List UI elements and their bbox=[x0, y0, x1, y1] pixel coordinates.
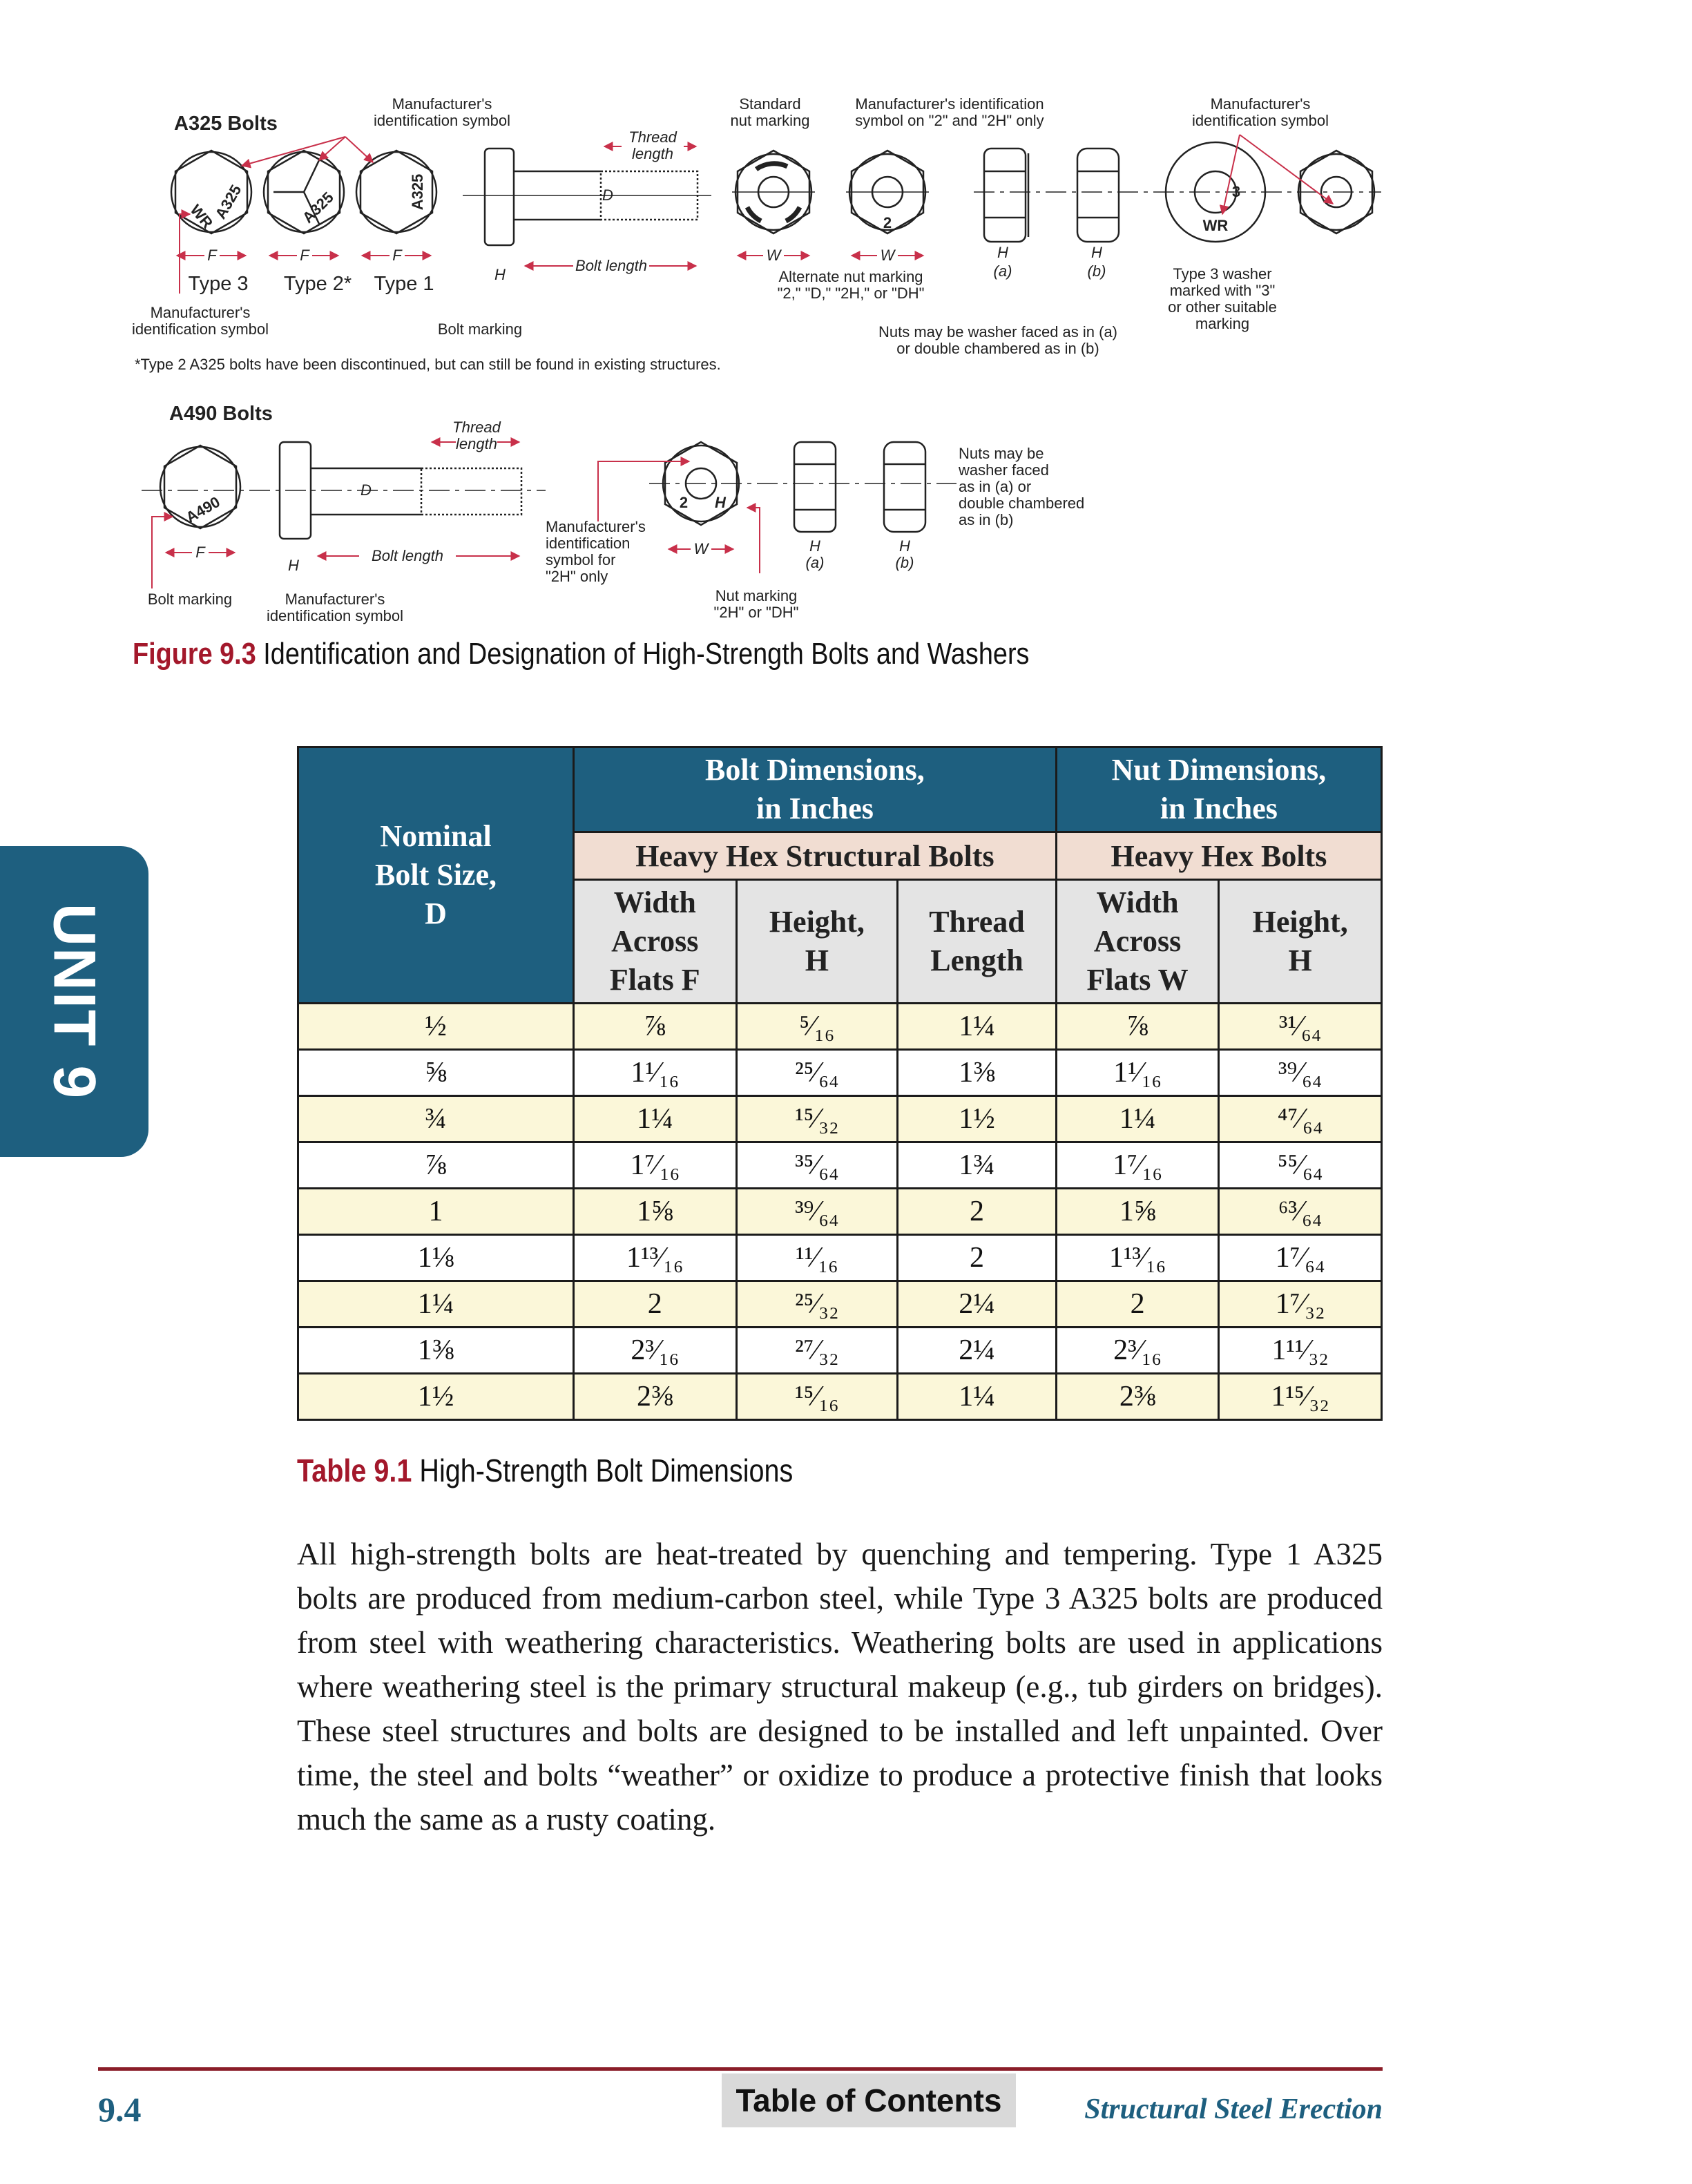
table-cell: ³¹⁄₆₄ bbox=[1219, 1004, 1382, 1050]
bolt-dimensions-table bbox=[297, 746, 1383, 1421]
dim-h: H bbox=[899, 537, 910, 555]
label-bolt-marking: Bolt marking bbox=[147, 591, 233, 608]
table-cell: 2³⁄₁₆ bbox=[1056, 1328, 1219, 1374]
table-cell: 2⅜ bbox=[574, 1374, 737, 1420]
table-cell: ⁵⁵⁄₆₄ bbox=[1219, 1142, 1382, 1189]
table-cell: 2⅜ bbox=[1056, 1374, 1219, 1420]
nut-mark-2: 2 bbox=[679, 494, 689, 511]
label-nuts-note: double chambered bbox=[959, 495, 1085, 512]
a490-title: A490 Bolts bbox=[169, 403, 273, 425]
dim-h: H bbox=[809, 537, 820, 555]
table-row bbox=[298, 1096, 1382, 1142]
label-mfr-symbol-bottom: Manufacturer's bbox=[150, 304, 251, 321]
label-bolt-length: Bolt length bbox=[575, 257, 647, 274]
washer-faced-nut-icon bbox=[984, 149, 1028, 242]
table-cell: ¾ bbox=[298, 1096, 574, 1142]
dim-d: D bbox=[360, 481, 372, 499]
table-row bbox=[298, 1189, 1382, 1235]
label-nut-b: (b) bbox=[1087, 262, 1106, 280]
type2-bolt-head-icon bbox=[264, 151, 344, 233]
a490-double-chambered-nut-icon bbox=[884, 442, 925, 532]
label-standard-nut: Standard bbox=[739, 95, 801, 113]
dim-f: F bbox=[392, 247, 402, 264]
table-cell: 1⅜ bbox=[898, 1050, 1057, 1096]
label-nuts-note: as in (a) or bbox=[959, 478, 1032, 495]
table-cell: ¹⁵⁄₁₆ bbox=[736, 1374, 898, 1420]
header-nominal-bolt-size: Nominal Bolt Size, D bbox=[298, 747, 574, 1004]
table-cell: ²⁵⁄₃₂ bbox=[736, 1281, 898, 1328]
table-cell: 1⅝ bbox=[1056, 1189, 1219, 1235]
dim-w: W bbox=[766, 247, 781, 264]
table-cell: ³⁹⁄₆₄ bbox=[736, 1189, 898, 1235]
label-mfr-symbol-bottom: identification symbol bbox=[131, 320, 269, 338]
label-type1: Type 1 bbox=[374, 273, 434, 295]
table-cell: 1⁷⁄₁₆ bbox=[574, 1142, 737, 1189]
dim-h: H bbox=[997, 244, 1008, 261]
table-cell: 2 bbox=[574, 1281, 737, 1328]
table-row bbox=[298, 1374, 1382, 1420]
table-cell: 2¼ bbox=[898, 1328, 1057, 1374]
table-cell: 1¼ bbox=[298, 1281, 574, 1328]
label-type3: Type 3 bbox=[188, 273, 249, 295]
label-nuts-note: as in (b) bbox=[959, 511, 1014, 528]
table-cell: ¹⁵⁄₃₂ bbox=[736, 1096, 898, 1142]
label-alternate-nut: "2," "D," "2H," or "DH" bbox=[777, 285, 925, 302]
label-nuts-note: Nuts may be bbox=[959, 445, 1044, 462]
table-row bbox=[298, 1235, 1382, 1281]
table-cell: 2 bbox=[1056, 1281, 1219, 1328]
table-cell: ⁶³⁄₆₄ bbox=[1219, 1189, 1382, 1235]
dim-f: F bbox=[300, 247, 309, 264]
label-thread-length: length bbox=[632, 145, 673, 162]
table-cell: 1¹⁄₁₆ bbox=[1056, 1050, 1219, 1096]
label-mfr-symbol-2h: symbol for bbox=[546, 551, 616, 568]
head-mark-a325: A325 bbox=[298, 188, 337, 227]
table-row bbox=[298, 1004, 1382, 1050]
label-bolt-marking: Bolt marking bbox=[437, 320, 523, 338]
dim-h: H bbox=[494, 266, 506, 283]
label-type2: Type 2* bbox=[283, 273, 352, 295]
table-caption-text: High-Strength Bolt Dimensions bbox=[412, 1453, 794, 1488]
book-title: Structural Steel Erection bbox=[1084, 2094, 1383, 2125]
label-mfr-symbol-2h: symbol on "2" and "2H" only bbox=[855, 112, 1044, 129]
table-cell: 1¼ bbox=[574, 1096, 737, 1142]
dim-h: H bbox=[1091, 244, 1102, 261]
table-cell: 2¼ bbox=[898, 1281, 1057, 1328]
table-cell: ⁴⁷⁄₆₄ bbox=[1219, 1096, 1382, 1142]
label-mfr-symbol: Manufacturer's bbox=[285, 591, 385, 608]
label-nuts-note: or double chambered as in (b) bbox=[896, 340, 1099, 357]
header-nut-dimensions: Nut Dimensions, in Inches bbox=[1056, 747, 1381, 832]
table-cell: 1½ bbox=[898, 1096, 1057, 1142]
label-nut-a: (a) bbox=[805, 554, 825, 571]
head-mark-a490: A490 bbox=[182, 492, 223, 526]
table-cell: 2 bbox=[898, 1189, 1057, 1235]
table-row bbox=[298, 1050, 1382, 1096]
table-cell: 1⁷⁄₃₂ bbox=[1219, 1281, 1382, 1328]
label-thread-length: Thread bbox=[452, 419, 501, 436]
label-thread-length: Thread bbox=[628, 128, 677, 146]
label-bolt-length: Bolt length bbox=[372, 547, 443, 564]
dim-f: F bbox=[195, 544, 205, 561]
double-chambered-nut-icon bbox=[1077, 149, 1119, 242]
a325-bolt-side-icon bbox=[463, 149, 711, 245]
table-cell: ⅞ bbox=[1056, 1004, 1219, 1050]
footer-rule bbox=[98, 2067, 1383, 2071]
table-cell: ⅞ bbox=[298, 1142, 574, 1189]
label-alternate-nut: Alternate nut marking bbox=[778, 268, 923, 285]
washer-mark-wr: WR bbox=[1202, 217, 1229, 234]
label-mfr-symbol-2h: "2H" only bbox=[546, 568, 608, 585]
table-cell: ²⁵⁄₆₄ bbox=[736, 1050, 898, 1096]
head-mark-wr: WR bbox=[186, 201, 217, 232]
table-cell: 1¹³⁄₁₆ bbox=[1056, 1235, 1219, 1281]
label-mfr-symbol: Manufacturer's bbox=[392, 95, 492, 113]
head-mark-a325: A325 bbox=[409, 173, 426, 211]
label-nuts-note: Nuts may be washer faced as in (a) bbox=[878, 323, 1118, 341]
a490-washer-faced-nut-icon bbox=[794, 442, 836, 532]
label-nut-a: (a) bbox=[993, 262, 1012, 280]
a325-title: A325 Bolts bbox=[174, 113, 278, 135]
dim-w: W bbox=[693, 540, 709, 557]
dim-d: D bbox=[602, 186, 613, 204]
label-nut-marking: Nut marking bbox=[715, 587, 798, 604]
label-mfr-symbol: identification symbol bbox=[266, 607, 404, 624]
column-header: Width Across Flats F bbox=[574, 880, 737, 1004]
table-row bbox=[298, 1142, 1382, 1189]
dim-f: F bbox=[207, 247, 217, 264]
label-thread-length: length bbox=[456, 435, 497, 452]
table-cell: 1¼ bbox=[898, 1374, 1057, 1420]
table-row bbox=[298, 1281, 1382, 1328]
label-mfr-symbol-2h: identification bbox=[546, 535, 631, 552]
table-of-contents-button[interactable]: Table of Contents bbox=[722, 2073, 1016, 2127]
table-cell: ³⁵⁄₆₄ bbox=[736, 1142, 898, 1189]
column-header: Width Across Flats W bbox=[1056, 880, 1219, 1004]
table-cell: 1½ bbox=[298, 1374, 574, 1420]
label-washer-mfr-symbol: Manufacturer's bbox=[1210, 95, 1311, 113]
table-cell: ⅞ bbox=[574, 1004, 737, 1050]
label-mfr-symbol-2h: Manufacturer's identification bbox=[855, 95, 1044, 113]
label-nut-b: (b) bbox=[895, 554, 914, 571]
table-number: Table 9.1 bbox=[297, 1453, 412, 1488]
table-cell: 2 bbox=[898, 1235, 1057, 1281]
figure-caption-text: Identification and Designation of High-Strength Bolts and Washers bbox=[256, 637, 1030, 671]
table-cell: ³⁹⁄₆₄ bbox=[1219, 1050, 1382, 1096]
column-header: Thread Length bbox=[898, 880, 1057, 1004]
table-cell: 1⅛ bbox=[298, 1235, 574, 1281]
table-cell: 1¼ bbox=[1056, 1096, 1219, 1142]
table-cell: ²⁷⁄₃₂ bbox=[736, 1328, 898, 1374]
table-cell: ½ bbox=[298, 1004, 574, 1050]
nut-mark-h: H bbox=[715, 494, 726, 511]
figure-number: Figure 9.3 bbox=[133, 637, 256, 671]
washer-mark-3: 3 bbox=[1231, 183, 1241, 200]
table-row bbox=[298, 1328, 1382, 1374]
table-cell: 1¼ bbox=[898, 1004, 1057, 1050]
table-cell: 1¹¹⁄₃₂ bbox=[1219, 1328, 1382, 1374]
subheader-heavy-hex-structural-bolts: Heavy Hex Structural Bolts bbox=[574, 832, 1057, 880]
figure-footnote: *Type 2 A325 bolts have been discontinued, but can still be found in existing structures. bbox=[135, 356, 721, 373]
table-cell: 1 bbox=[298, 1189, 574, 1235]
label-washer-mfr-symbol: identification symbol bbox=[1191, 112, 1329, 129]
table-cell: 2³⁄₁₆ bbox=[574, 1328, 737, 1374]
table-cell: ⅝ bbox=[298, 1050, 574, 1096]
label-standard-nut: nut marking bbox=[730, 112, 810, 129]
standard-nut-icon bbox=[732, 151, 815, 233]
unit-tab-label: UNIT 9 bbox=[41, 903, 108, 1100]
column-header: Height, H bbox=[736, 880, 898, 1004]
body-paragraph: All high-strength bolts are heat-treated by quenching and tempering. Type 1 A325 bolts are produced from medium-carbon steel, while Type 3 A325 bolts are produced from steel with weathering characteristics. Weathering bolts are used in applications where weathering steel is the primary structural makeup (e.g., tub girders on bridges). These steel structures and bolts are designed to be installed and left unpainted. Over time, the steel and bolts “weather” or oxidize to produce a protective finish that looks much the same as a rusty coating. bbox=[297, 1537, 1383, 1837]
table-cell: 1⁷⁄₆₄ bbox=[1219, 1235, 1382, 1281]
table-cell: 1⅝ bbox=[574, 1189, 737, 1235]
table-cell: ¹¹⁄₁₆ bbox=[736, 1235, 898, 1281]
label-washer-note: or other suitable bbox=[1168, 298, 1277, 316]
table-cell: 1¹⁄₁₆ bbox=[574, 1050, 737, 1096]
label-nut-marking: "2H" or "DH" bbox=[713, 604, 799, 621]
dim-w: W bbox=[880, 247, 895, 264]
head-mark-a325: A325 bbox=[211, 182, 245, 222]
nut-mark-2: 2 bbox=[883, 214, 892, 231]
unit-tab bbox=[0, 846, 148, 1157]
page-number: 9.4 bbox=[98, 2090, 142, 2129]
column-header: Height, H bbox=[1219, 880, 1382, 1004]
subheader-heavy-hex-bolts: Heavy Hex Bolts bbox=[1056, 832, 1381, 880]
table-cell: 1⅜ bbox=[298, 1328, 574, 1374]
label-mfr-symbol: identification symbol bbox=[373, 112, 511, 129]
table-caption bbox=[297, 1452, 793, 1489]
label-nuts-note: washer faced bbox=[959, 461, 1049, 479]
label-mfr-symbol-2h: Manufacturer's bbox=[546, 518, 646, 535]
label-washer-note: marking bbox=[1195, 315, 1250, 332]
table-cell: 1¹³⁄₁₆ bbox=[574, 1235, 737, 1281]
label-washer-note: Type 3 washer bbox=[1173, 265, 1272, 282]
table-cell: 1¾ bbox=[898, 1142, 1057, 1189]
label-washer-note: marked with "3" bbox=[1169, 282, 1276, 299]
figure-caption bbox=[133, 637, 1029, 671]
table-cell: 1⁷⁄₁₆ bbox=[1056, 1142, 1219, 1189]
dim-h: H bbox=[288, 557, 299, 574]
table-cell: 1¹⁵⁄₃₂ bbox=[1219, 1374, 1382, 1420]
table-cell: ⁵⁄₁₆ bbox=[736, 1004, 898, 1050]
figure-bolt-identification bbox=[0, 0, 1692, 635]
header-bolt-dimensions: Bolt Dimensions, in Inches bbox=[574, 747, 1057, 832]
